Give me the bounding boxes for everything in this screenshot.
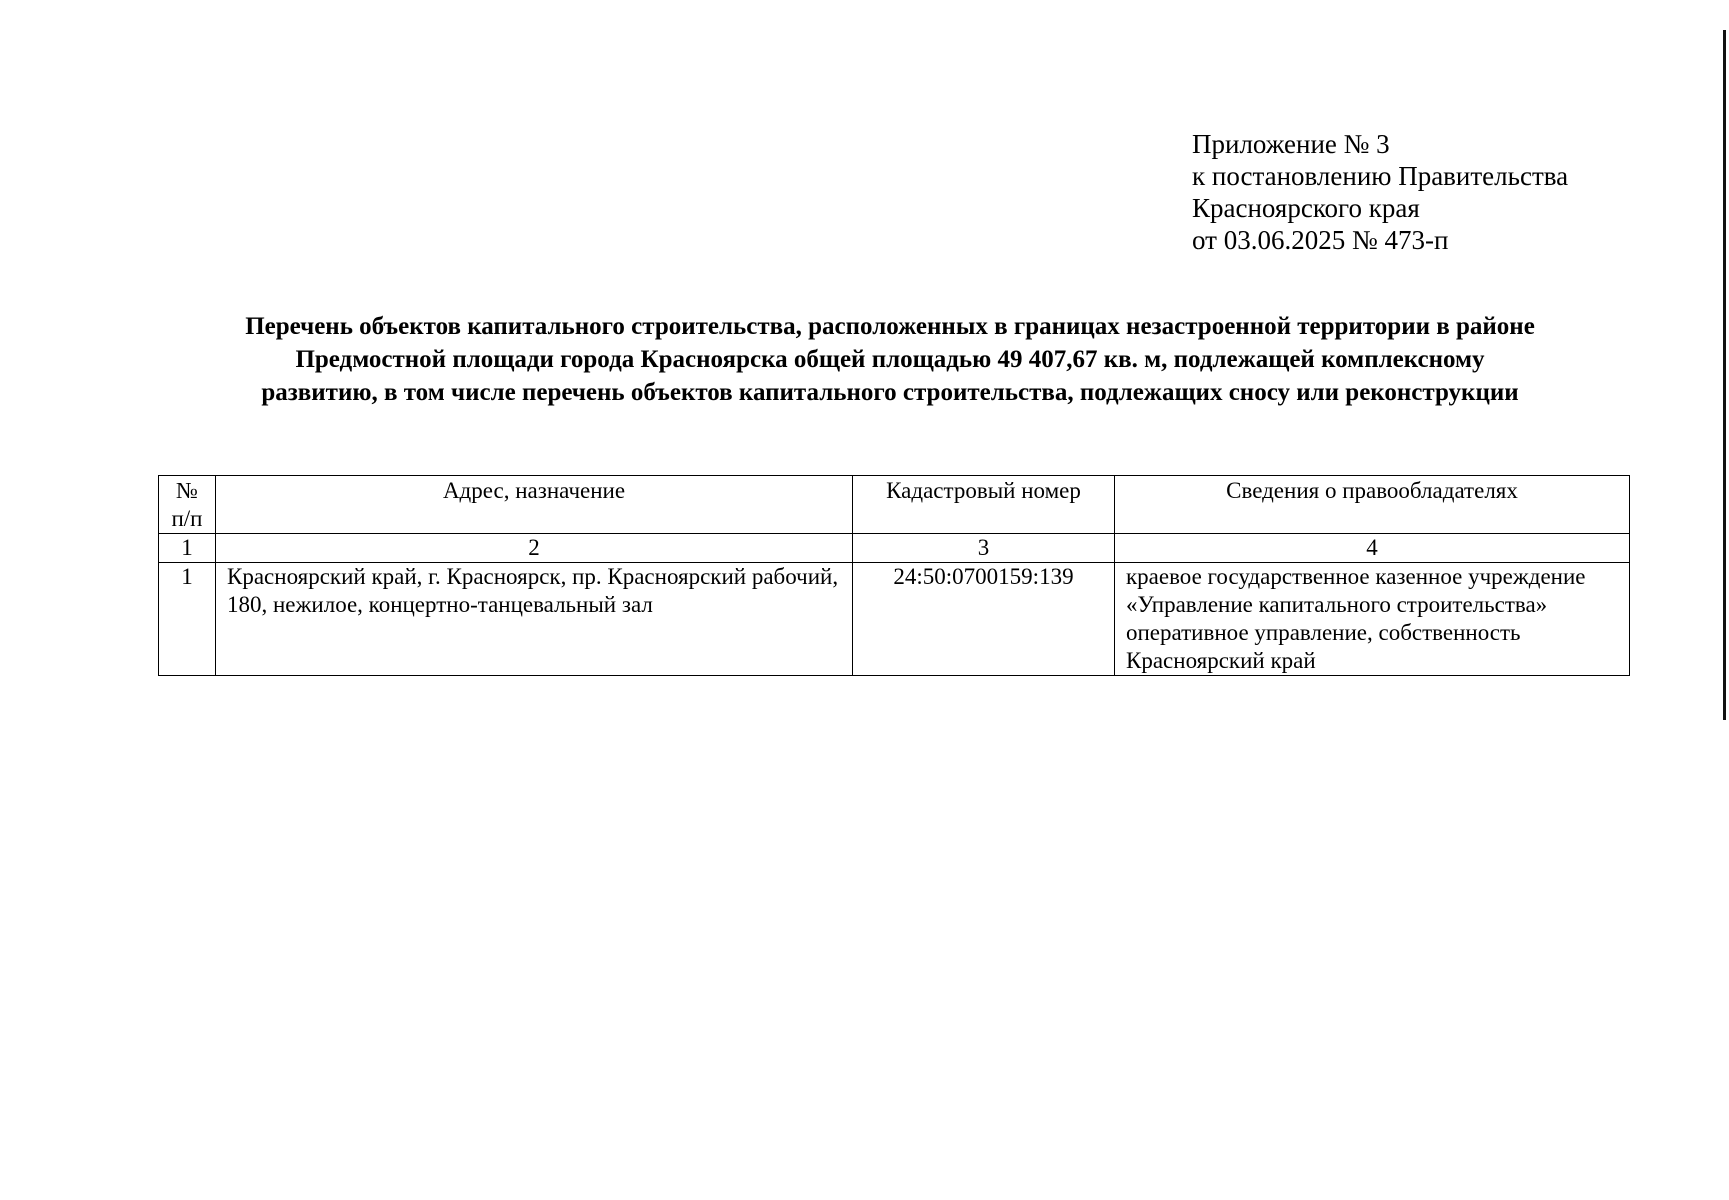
title-line-2: Предмостной площади города Красноярска общей площадью 49 407,67 кв. м, подлежащей комплексному xyxy=(295,346,1485,373)
header-num-symbol: № xyxy=(176,478,198,503)
title-line-1: Перечень объектов капитального строительства, расположенных в границах незастроенной территории в районе xyxy=(245,313,1535,340)
header-cadastral: Кадастровый номер xyxy=(853,476,1115,534)
header-num-label: п/п xyxy=(171,506,203,531)
table-row xyxy=(159,563,1630,676)
appendix-number: Приложение № 3 xyxy=(1192,129,1390,159)
scan-edge-line xyxy=(1723,30,1726,720)
column-number-4: 4 xyxy=(1115,534,1630,563)
row-address: Красноярский край, г. Красноярск, пр. Красноярский рабочий, 180, нежилое, концертно-танцевальный зал xyxy=(216,563,853,676)
appendix-block xyxy=(1192,128,1568,256)
column-number-3: 3 xyxy=(853,534,1115,563)
objects-table xyxy=(158,475,1630,676)
row-owners: краевое государственное казенное учреждение «Управление капитального строительства» оперативное управление, собственность Красноярский край xyxy=(1115,563,1630,676)
row-cadastral: 24:50:0700159:139 xyxy=(853,563,1115,676)
column-number-row xyxy=(159,534,1630,563)
column-number-1: 1 xyxy=(159,534,216,563)
table-header-row xyxy=(159,476,1630,534)
title-line-3: развитию, в том числе перечень объектов капитального строительства, подлежащих сносу или реконструкции xyxy=(261,379,1519,406)
appendix-reference: к постановлению Правительства xyxy=(1192,161,1569,191)
document-title xyxy=(130,310,1650,409)
appendix-date-number: от 03.06.2025 № 473-п xyxy=(1192,225,1449,255)
header-num xyxy=(159,476,216,534)
header-owners: Сведения о правообладателях xyxy=(1115,476,1630,534)
header-address: Адрес, назначение xyxy=(216,476,853,534)
column-number-2: 2 xyxy=(216,534,853,563)
row-num: 1 xyxy=(159,563,216,676)
appendix-region: Красноярского края xyxy=(1192,193,1420,223)
